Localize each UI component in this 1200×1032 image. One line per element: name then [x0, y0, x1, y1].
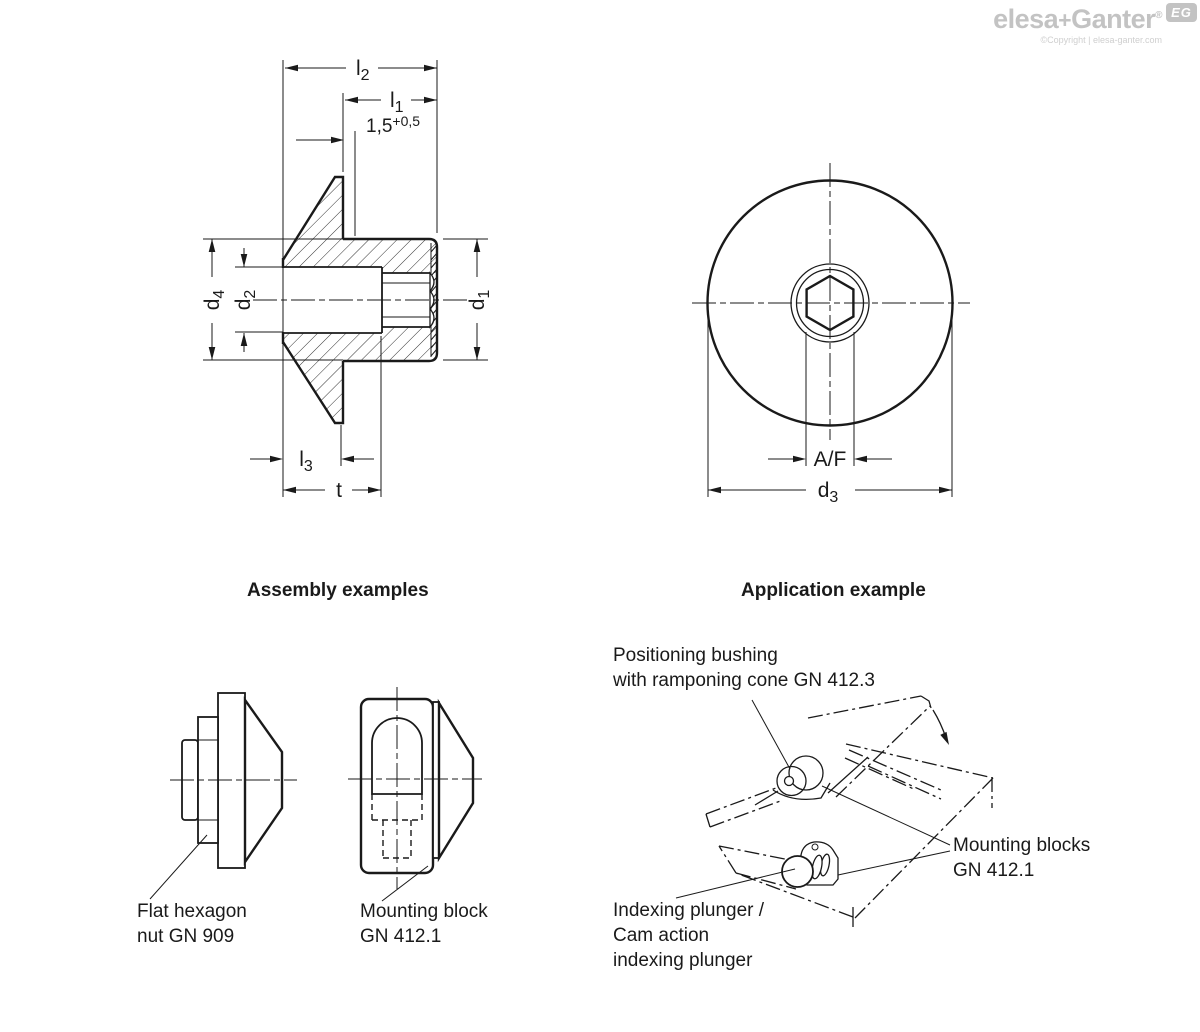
dim-label-l2: $l_2$: [356, 57, 370, 84]
block-screw-hole: [812, 844, 818, 850]
dim-label-l1: $l_1$: [390, 89, 404, 116]
dim-d1: [466, 239, 493, 360]
assembly-examples-heading: Assembly examples: [247, 580, 429, 601]
dim-t: [283, 479, 381, 502]
dim-label-d1: $d_1$: [466, 289, 493, 311]
positioning-bushing-caption: [613, 643, 875, 693]
bushing-cone: [439, 703, 473, 858]
indexing-plunger-assembly: [782, 842, 838, 887]
section-view: [201, 57, 493, 502]
brand-plus: +: [1058, 7, 1072, 33]
caption-line: GN 412.1: [360, 926, 442, 947]
caption-line: Cam action: [613, 925, 710, 946]
nut-leader-line: [150, 835, 207, 899]
extension-lines: [203, 60, 488, 497]
front-centerlines: [692, 163, 970, 440]
dim-l3: [250, 448, 374, 475]
brand-elesa: elesa: [993, 4, 1059, 34]
positioning-bushing-assembly: [773, 756, 830, 799]
dim-label-d4: $d_4$: [201, 289, 228, 311]
positioning-bushing-leader: [752, 700, 790, 769]
caption-line: Indexing plunger /: [613, 900, 765, 921]
swing-arrow: [933, 710, 949, 745]
indexing-plunger-leader: [676, 869, 795, 898]
lower-cut-face: [283, 327, 437, 423]
dim-label-t: t: [336, 479, 342, 502]
application-example-heading: Application example: [741, 580, 926, 601]
bushing-bore-hole: [785, 777, 794, 786]
caption-line: Mounting block: [360, 901, 488, 922]
dim-d3: [708, 479, 952, 506]
caption-line: indexing plunger: [613, 950, 753, 971]
assembly-example-block: [348, 687, 482, 901]
caption-line: Positioning bushing: [613, 645, 778, 666]
dim-l1: [345, 89, 437, 116]
caption-line: Mounting blocks: [953, 835, 1091, 856]
brand-ganter: Ganter: [1071, 4, 1156, 34]
mounting-blocks-leaders: [822, 786, 950, 875]
dim-af: [768, 448, 892, 471]
eg-badge-icon: EG: [1166, 3, 1197, 22]
dim-tolerance: [296, 113, 420, 143]
assembly-example-nut: [150, 693, 297, 899]
dim-label-l3: $l_3$: [299, 448, 313, 475]
dim-label-d3: $d_3$: [817, 479, 839, 506]
caption-line: Flat hexagon: [137, 901, 247, 922]
dim-label-d2: $d_2$: [232, 289, 259, 311]
dim-d4: [201, 239, 228, 360]
caption-line: nut GN 909: [137, 926, 235, 947]
copyright-line: ©Copyright | elesa-ganter.com: [1040, 35, 1162, 45]
caption-line: GN 412.1: [953, 860, 1035, 881]
caption-line: with ramponing cone GN 412.3: [613, 670, 875, 691]
mounting-block-caption: [360, 899, 488, 949]
front-view: [692, 163, 970, 506]
dim-l2: [285, 57, 437, 84]
mounting-blocks-caption: [953, 833, 1090, 883]
dim-label-af: A/F: [813, 448, 847, 471]
flat-hexagon-nut-caption: [137, 899, 247, 949]
dim-d2: [232, 248, 259, 352]
registered-mark: ®: [1155, 10, 1162, 21]
application-example: [676, 696, 993, 927]
indexing-plunger-caption: [613, 898, 764, 973]
dim-label-tolerance: $1,5^{+0,5}$: [366, 113, 421, 137]
cone-side: [245, 700, 282, 862]
